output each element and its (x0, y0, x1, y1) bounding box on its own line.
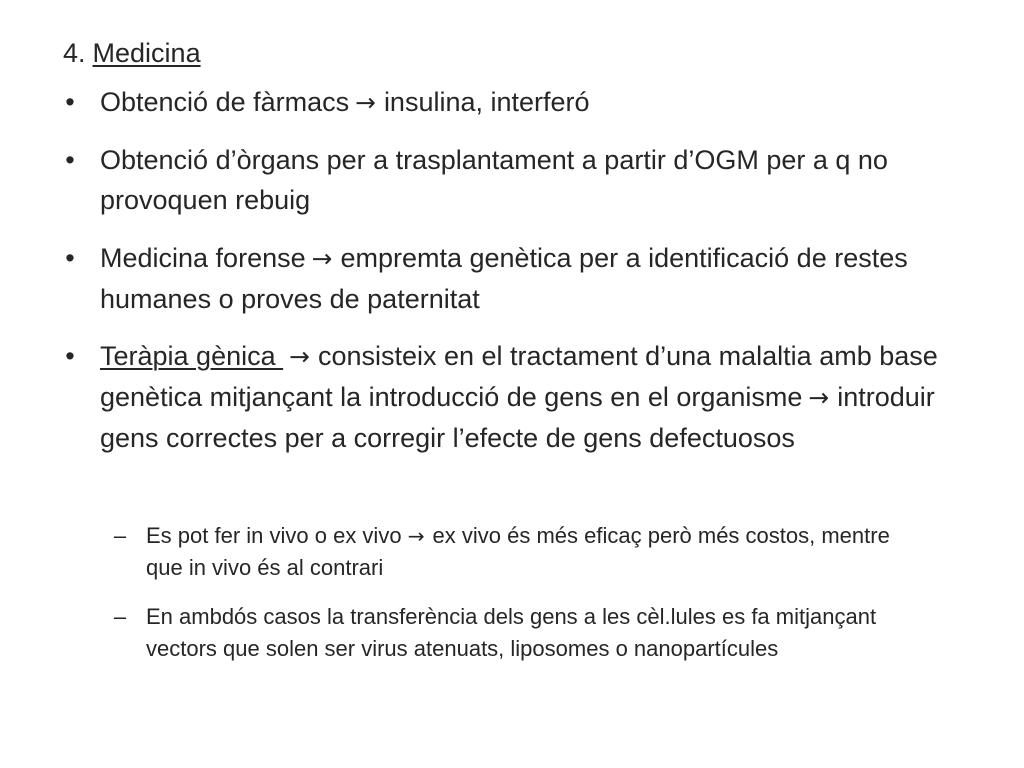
heading-title: Medicina (92, 38, 201, 68)
bullet-text: Obtenció de fàrmacs (100, 87, 350, 117)
bullet-item-farmacs (65, 82, 960, 123)
arrow-right-icon: → (355, 88, 376, 117)
arrow-right-icon: → (289, 342, 310, 371)
bullet-item-forense (65, 238, 930, 319)
subitem-text: ex vivo és més eficaç però més costos, mentre que in vivo és al contrari (146, 523, 890, 580)
subitem-in-vivo (113, 520, 926, 584)
bullet-text: insulina, interferó (383, 87, 590, 117)
bullet-dot: • (65, 145, 75, 175)
bullet-lead: Teràpia gènica (100, 341, 284, 371)
bullet-dot: • (65, 243, 75, 273)
bullet-text: consisteix en el tractament d’una malaltia amb base genètica mitjançant la introducció de gens en el organisme (100, 341, 938, 412)
bullet-item-terapia (65, 336, 950, 458)
dash-marker: – (113, 523, 127, 548)
bullet-dot: • (65, 341, 75, 371)
bullet-text: introduir gens correctes per a corregir l’efecte de gens defectuosos (100, 382, 935, 453)
arrow-right-icon: → (407, 524, 425, 548)
subitem-lead: Es pot fer in vivo o ex vivo (146, 523, 402, 548)
dash-marker: – (113, 604, 127, 629)
bullet-item-organs (65, 140, 940, 220)
arrow-right-icon: → (808, 383, 830, 412)
bullet-text: empremta genètica per a identificació de restes humanes o proves de paternitat (100, 243, 908, 314)
bullet-text: Obtenció d’òrgans per a trasplantament a partir d’OGM per a q no provoquen rebuig (100, 145, 888, 215)
subitem-vectors (113, 601, 946, 665)
subitem-text: En ambdós casos la transferència dels gens a les cèl.lules es fa mitjançant vectors que solen ser virus atenuats, liposomes o nanopartícules (146, 604, 877, 661)
slide-heading (63, 34, 201, 72)
arrow-right-icon: → (311, 244, 333, 273)
bullet-dot: • (65, 87, 75, 117)
bullet-lead: Medicina forense (100, 243, 306, 273)
heading-number: 4. (63, 38, 86, 68)
